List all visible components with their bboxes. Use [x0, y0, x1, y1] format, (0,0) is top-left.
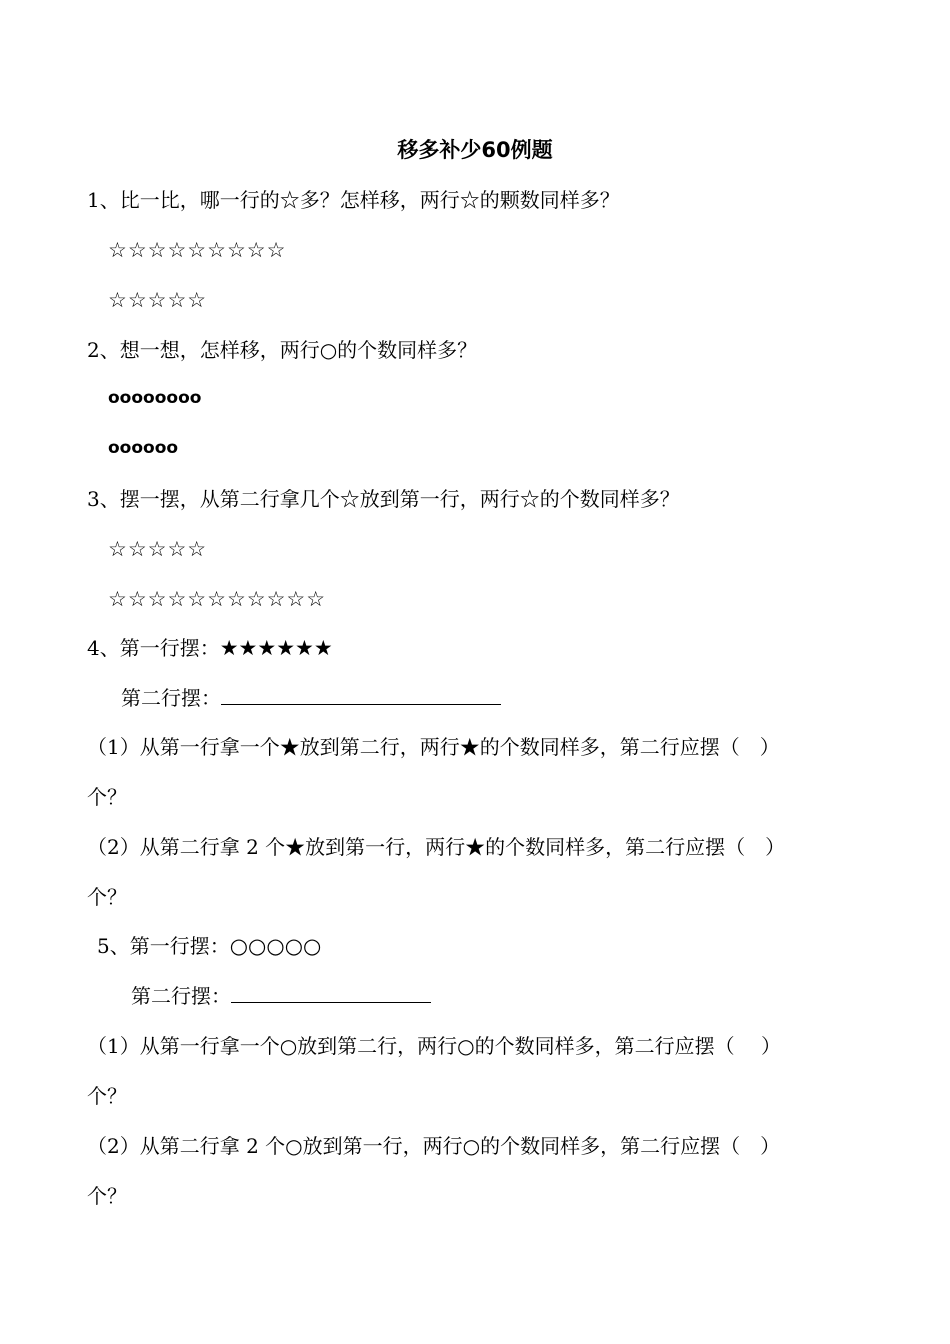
- question-4-black-stars: ★★★★★★: [219, 636, 333, 660]
- question-5-sub-1: （1）从第一行拿一个○放到第二行，两行○的个数同样多，第二行应摆（ ）: [87, 1034, 781, 1058]
- question-5-answer-blank[interactable]: [231, 980, 431, 1003]
- page-title: 移多补少60例题: [397, 138, 553, 162]
- question-4-row-1-label: 4、第一行摆：: [87, 636, 220, 660]
- question-5-sub-1-continued: 个？: [87, 1084, 127, 1108]
- question-5-sub-2-continued: 个？: [87, 1184, 127, 1208]
- question-4-row-1: [87, 631, 333, 665]
- question-4-row-2: [121, 681, 501, 715]
- question-3-row-1: ☆☆☆☆☆: [108, 537, 208, 561]
- question-4-sub-2-continued: 个？: [87, 885, 127, 909]
- question-5-row-1: [97, 929, 321, 963]
- question-5-row-2-label: 第二行摆：: [131, 984, 231, 1008]
- question-4-sub-2: （2）从第二行拿 2 个★放到第一行，两行★的个数同样多，第二行应摆（ ）: [87, 835, 786, 859]
- question-5-row-2: [131, 979, 431, 1013]
- question-1-row-2: ☆☆☆☆☆: [108, 288, 208, 312]
- question-2-text: 2、想一想，怎样移，两行○的个数同样多？: [87, 338, 478, 362]
- question-4-sub-1-continued: 个？: [87, 785, 127, 809]
- question-1-row-1: ☆☆☆☆☆☆☆☆☆: [108, 238, 287, 262]
- question-5-circles: ○○○○○: [229, 934, 322, 958]
- question-4-answer-blank[interactable]: [221, 682, 501, 705]
- question-5-row-1-label: 5、第一行摆：: [97, 934, 230, 958]
- question-2-row-2: oooooo: [108, 438, 179, 458]
- question-3-text: 3、摆一摆，从第二行拿几个☆放到第一行，两行☆的个数同样多？: [87, 487, 680, 511]
- question-4-sub-1: （1）从第一行拿一个★放到第二行，两行★的个数同样多，第二行应摆（ ）: [87, 735, 780, 759]
- question-4-row-2-label: 第二行摆：: [121, 686, 221, 710]
- question-5-sub-2: （2）从第二行拿 2 个○放到第一行，两行○的个数同样多，第二行应摆（ ）: [87, 1134, 781, 1158]
- question-1-text: 1、比一比，哪一行的☆多？怎样移，两行☆的颗数同样多？: [87, 188, 620, 212]
- question-3-row-2: ☆☆☆☆☆☆☆☆☆☆☆: [108, 587, 327, 611]
- question-2-row-1: oooooooo: [108, 388, 202, 408]
